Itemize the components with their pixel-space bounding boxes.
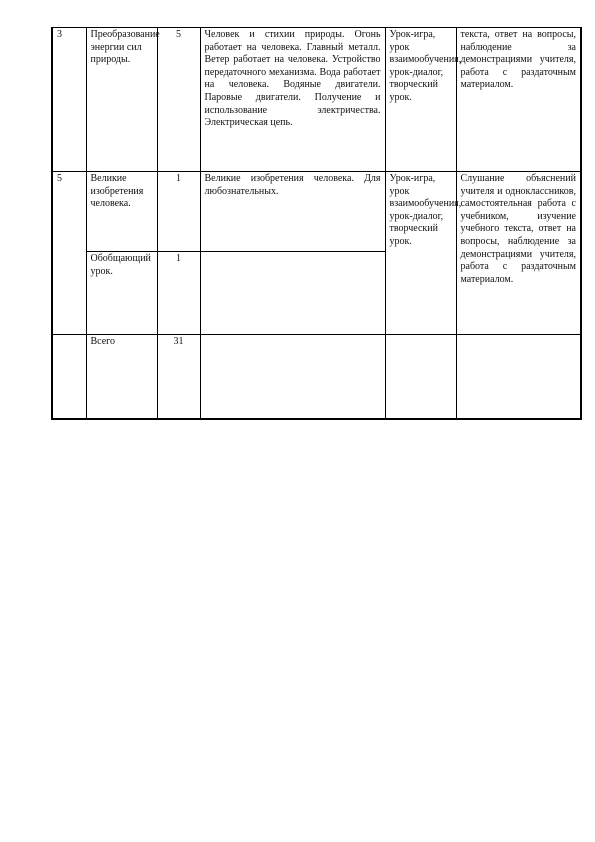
activities-cell: текста, ответ на вопросы, наблюдение за демонстрациями учителя, работа с раздаточным материалом.: [456, 28, 581, 172]
content-cell: [200, 335, 385, 420]
activities-cell: Слушание объяснений учителя и одноклассников, самостоятельная работа с учебником, изучение учебного текста, ответ на вопросы, наблюдение за демонстрациями учителя, работа с раздаточным материалом.: [456, 172, 581, 335]
lesson-type-cell: Урок-игра, урок взаимообучения, урок-диалог, творческий урок.: [385, 172, 456, 335]
topic-cell: Всего: [86, 335, 157, 420]
table-row: [52, 172, 581, 252]
row-index-cell: 5: [52, 172, 86, 335]
lesson-type-cell: [385, 335, 456, 420]
row-index-cell: [52, 335, 86, 420]
lesson-type-cell: Урок-игра, урок взаимообучения, урок-диалог, творческий урок.: [385, 28, 456, 172]
activities-cell: [456, 335, 581, 420]
topic-cell: Великие изобретения человека.: [86, 172, 157, 252]
content-cell: [200, 252, 385, 335]
hours-cell: 5: [157, 28, 200, 172]
hours-cell: 31: [157, 335, 200, 420]
topic-cell: Преобразование энергии сил природы.: [86, 28, 157, 172]
content-cell: Человек и стихии природы. Огонь работает на человека. Главный металл. Ветер работает на человека. Устройство передаточного механизма. Вода работает на человека. Водяные двигатели. Паровые двигатели. Получение и использование электричества. Электрическая цепь.: [200, 28, 385, 172]
thematic-plan-table: [51, 27, 582, 420]
hours-cell: 1: [157, 252, 200, 335]
row-index-cell: 3: [52, 28, 86, 172]
hours-cell: 1: [157, 172, 200, 252]
content-cell: Великие изобретения человека. Для любознательных.: [200, 172, 385, 252]
table-row: [52, 335, 581, 420]
topic-cell: Обобщающий урок.: [86, 252, 157, 335]
table-row: [52, 28, 581, 172]
